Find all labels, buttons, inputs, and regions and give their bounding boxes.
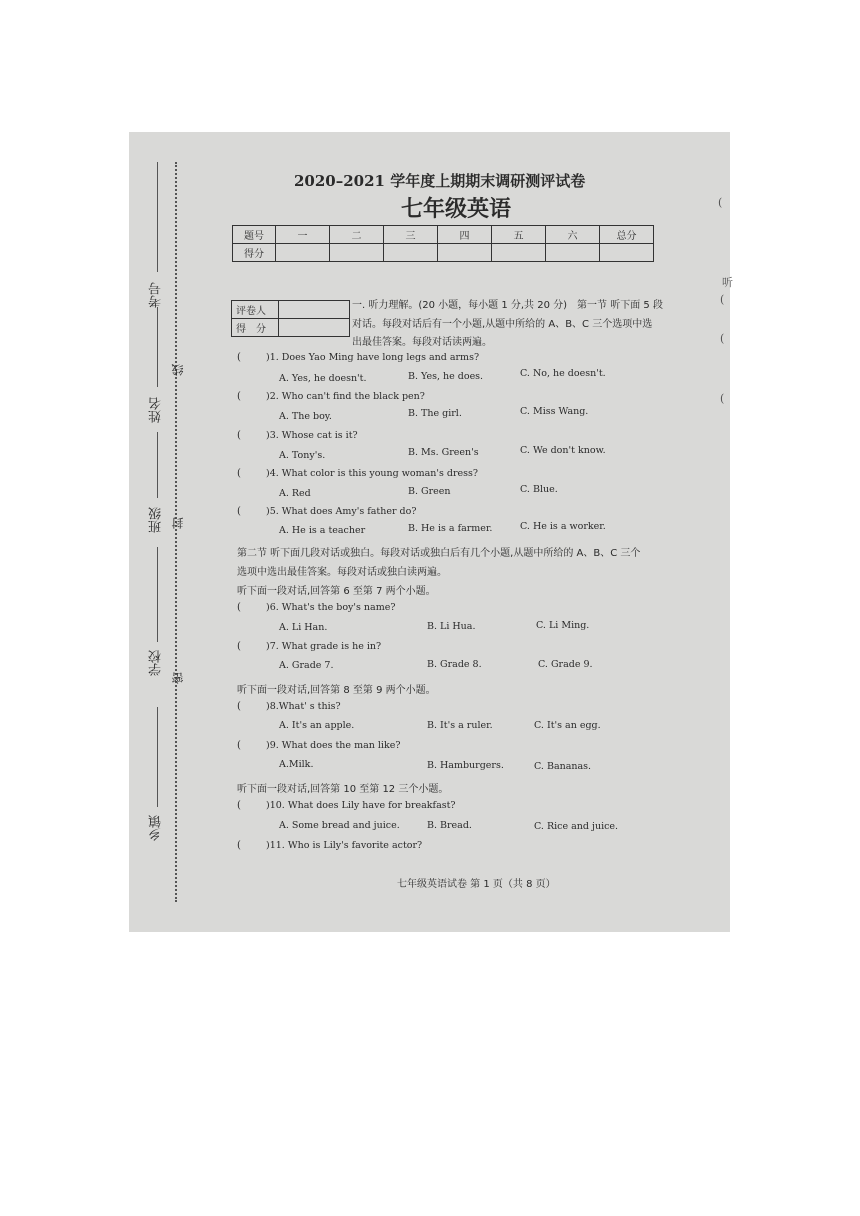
section1-instruction: 出最佳答案。每段对话读两遍。 bbox=[352, 337, 492, 348]
question-stem: )6. What's the boy's name? bbox=[266, 602, 396, 613]
option-a: A. Tony's. bbox=[279, 450, 326, 461]
subject-title: 七年级英语 bbox=[401, 197, 512, 222]
answer-bracket[interactable]: ( bbox=[237, 641, 241, 652]
answer-bracket[interactable]: ( bbox=[237, 701, 241, 712]
option-b: B. Hamburgers. bbox=[427, 760, 504, 771]
option-c: C. Miss Wang. bbox=[520, 406, 589, 417]
question-stem: )2. Who can't find the black pen? bbox=[266, 391, 425, 402]
option-b: B. Li Hua. bbox=[427, 621, 476, 632]
option-c: C. Rice and juice. bbox=[534, 821, 619, 832]
group-instruction: 听下面一段对话,回答第 8 至第 9 两个小题。 bbox=[237, 685, 436, 696]
exam-no-blank bbox=[157, 162, 158, 272]
section2-instruction: 选项中选出最佳答案。每段对话或独白读两遍。 bbox=[237, 567, 447, 578]
score-cell[interactable] bbox=[438, 244, 492, 262]
school-label: 学校 bbox=[149, 650, 164, 676]
option-c: C. We don't know. bbox=[520, 445, 606, 456]
score-table-header-row bbox=[233, 226, 654, 244]
group-instruction: 听下面一段对话,回答第 6 至第 7 两个小题。 bbox=[237, 586, 436, 597]
option-c: C. It's an egg. bbox=[534, 720, 601, 731]
adjacent-page-fragment: 听 bbox=[722, 276, 733, 289]
adjacent-page-fragment: ( bbox=[718, 196, 723, 209]
scanned-exam-page bbox=[129, 132, 730, 932]
answer-bracket[interactable]: ( bbox=[237, 352, 241, 363]
section1-instruction: 一. 听力理解。(20 小题，每小题 1 分,共 20 分) 第一节 听下面 5 段 bbox=[352, 300, 663, 311]
option-b: B. It's a ruler. bbox=[427, 720, 493, 731]
option-b: B. Ms. Green's bbox=[408, 447, 479, 458]
answer-bracket[interactable]: ( bbox=[237, 602, 241, 613]
group-instruction: 听下面一段对话,回答第 10 至第 12 三个小题。 bbox=[237, 784, 449, 795]
answer-bracket[interactable]: ( bbox=[237, 468, 241, 479]
option-a: A. Yes, he doesn't. bbox=[279, 373, 367, 384]
table-cell: 四 bbox=[438, 226, 492, 244]
name-label: 姓名 bbox=[149, 397, 164, 423]
exam-title: 2020–2021 学年度上期期末调研测评试卷 bbox=[294, 172, 586, 190]
answer-bracket[interactable]: ( bbox=[237, 506, 241, 517]
seal-feng-char: 封 bbox=[171, 517, 185, 529]
binding-dotted-line bbox=[175, 162, 177, 902]
option-b: B. Green bbox=[408, 486, 451, 497]
question-stem: )1. Does Yao Ming have long legs and arms? bbox=[266, 352, 480, 363]
exam-no-label: 考号 bbox=[149, 282, 164, 308]
option-a: A. It's an apple. bbox=[279, 720, 355, 731]
answer-bracket[interactable]: ( bbox=[237, 740, 241, 751]
grader-value-cell[interactable] bbox=[279, 301, 350, 319]
answer-bracket[interactable]: ( bbox=[237, 840, 241, 851]
class-blank bbox=[157, 432, 158, 498]
table-cell: 一 bbox=[276, 226, 330, 244]
option-c: C. No, he doesn't. bbox=[520, 368, 606, 379]
option-a: A. Li Han. bbox=[279, 622, 328, 633]
table-cell: 二 bbox=[330, 226, 384, 244]
score-cell[interactable] bbox=[600, 244, 654, 262]
question-stem: )7. What grade is he in? bbox=[266, 641, 382, 652]
section1-instruction: 对话。每段对话后有一个小题,从题中所给的 A、B、C 三个选项中选 bbox=[352, 319, 653, 330]
grader-value-cell[interactable] bbox=[279, 319, 350, 337]
option-a: A.Milk. bbox=[279, 759, 314, 770]
grader-label: 得 分 bbox=[232, 319, 279, 337]
option-a: A. Grade 7. bbox=[279, 660, 334, 671]
score-cell[interactable] bbox=[330, 244, 384, 262]
option-a: A. The boy. bbox=[279, 411, 332, 422]
page-footer: 七年级英语试卷 第 1 页（共 8 页） bbox=[397, 879, 556, 890]
question-stem: )11. Who is Lily's favorite actor? bbox=[266, 840, 423, 851]
table-cell: 六 bbox=[546, 226, 600, 244]
option-a: A. He is a teacher bbox=[279, 525, 366, 536]
school-blank bbox=[157, 547, 158, 642]
option-a: A. Some bread and juice. bbox=[279, 820, 400, 831]
option-c: C. He is a worker. bbox=[520, 521, 606, 532]
question-stem: )4. What color is this young woman's dress? bbox=[266, 468, 478, 479]
table-cell: 总分 bbox=[600, 226, 654, 244]
option-a: A. Red bbox=[279, 488, 311, 499]
grader-row bbox=[232, 301, 350, 319]
table-cell: 三 bbox=[384, 226, 438, 244]
answer-bracket[interactable]: ( bbox=[237, 391, 241, 402]
question-stem: )3. Whose cat is it? bbox=[266, 430, 358, 441]
option-b: B. The girl. bbox=[408, 408, 462, 419]
answer-bracket[interactable]: ( bbox=[237, 800, 241, 811]
grader-table bbox=[231, 300, 350, 337]
option-c: C. Bananas. bbox=[534, 761, 592, 772]
adjacent-page-fragment: ( bbox=[720, 392, 725, 405]
seal-mi-char: 密 bbox=[171, 672, 185, 684]
answer-bracket[interactable]: ( bbox=[237, 430, 241, 441]
score-cell[interactable] bbox=[492, 244, 546, 262]
table-cell: 题号 bbox=[233, 226, 276, 244]
adjacent-page-fragment: ( bbox=[720, 293, 725, 306]
class-label: 班级 bbox=[149, 507, 164, 533]
question-stem: )5. What does Amy's father do? bbox=[266, 506, 417, 517]
town-label: 乡镇 bbox=[149, 815, 164, 841]
table-cell: 得分 bbox=[233, 244, 276, 262]
score-cell[interactable] bbox=[276, 244, 330, 262]
score-table bbox=[232, 225, 654, 262]
option-c: C. Li Ming. bbox=[536, 620, 590, 631]
option-b: B. Grade 8. bbox=[427, 659, 482, 670]
grader-label: 评卷人 bbox=[232, 301, 279, 319]
section2-instruction: 第二节 听下面几段对话或独白。每段对话或独白后有几个小题,从题中所给的 A、B、C 三个 bbox=[237, 548, 641, 559]
option-c: C. Blue. bbox=[520, 484, 558, 495]
seal-line-char: 线 bbox=[171, 364, 185, 376]
score-table-score-row bbox=[233, 244, 654, 262]
table-cell: 五 bbox=[492, 226, 546, 244]
question-stem: )9. What does the man like? bbox=[266, 740, 401, 751]
name-blank bbox=[157, 307, 158, 387]
option-c: C. Grade 9. bbox=[538, 659, 593, 670]
question-stem: )10. What does Lily have for breakfast? bbox=[266, 800, 456, 811]
town-blank bbox=[157, 707, 158, 807]
option-b: B. Yes, he does. bbox=[408, 371, 484, 382]
option-b: B. He is a farmer. bbox=[408, 523, 493, 534]
question-stem: )8.What' s this? bbox=[266, 701, 341, 712]
grader-row bbox=[232, 319, 350, 337]
option-b: B. Bread. bbox=[427, 820, 472, 831]
score-cell[interactable] bbox=[546, 244, 600, 262]
score-cell[interactable] bbox=[384, 244, 438, 262]
adjacent-page-fragment: ( bbox=[720, 332, 725, 345]
